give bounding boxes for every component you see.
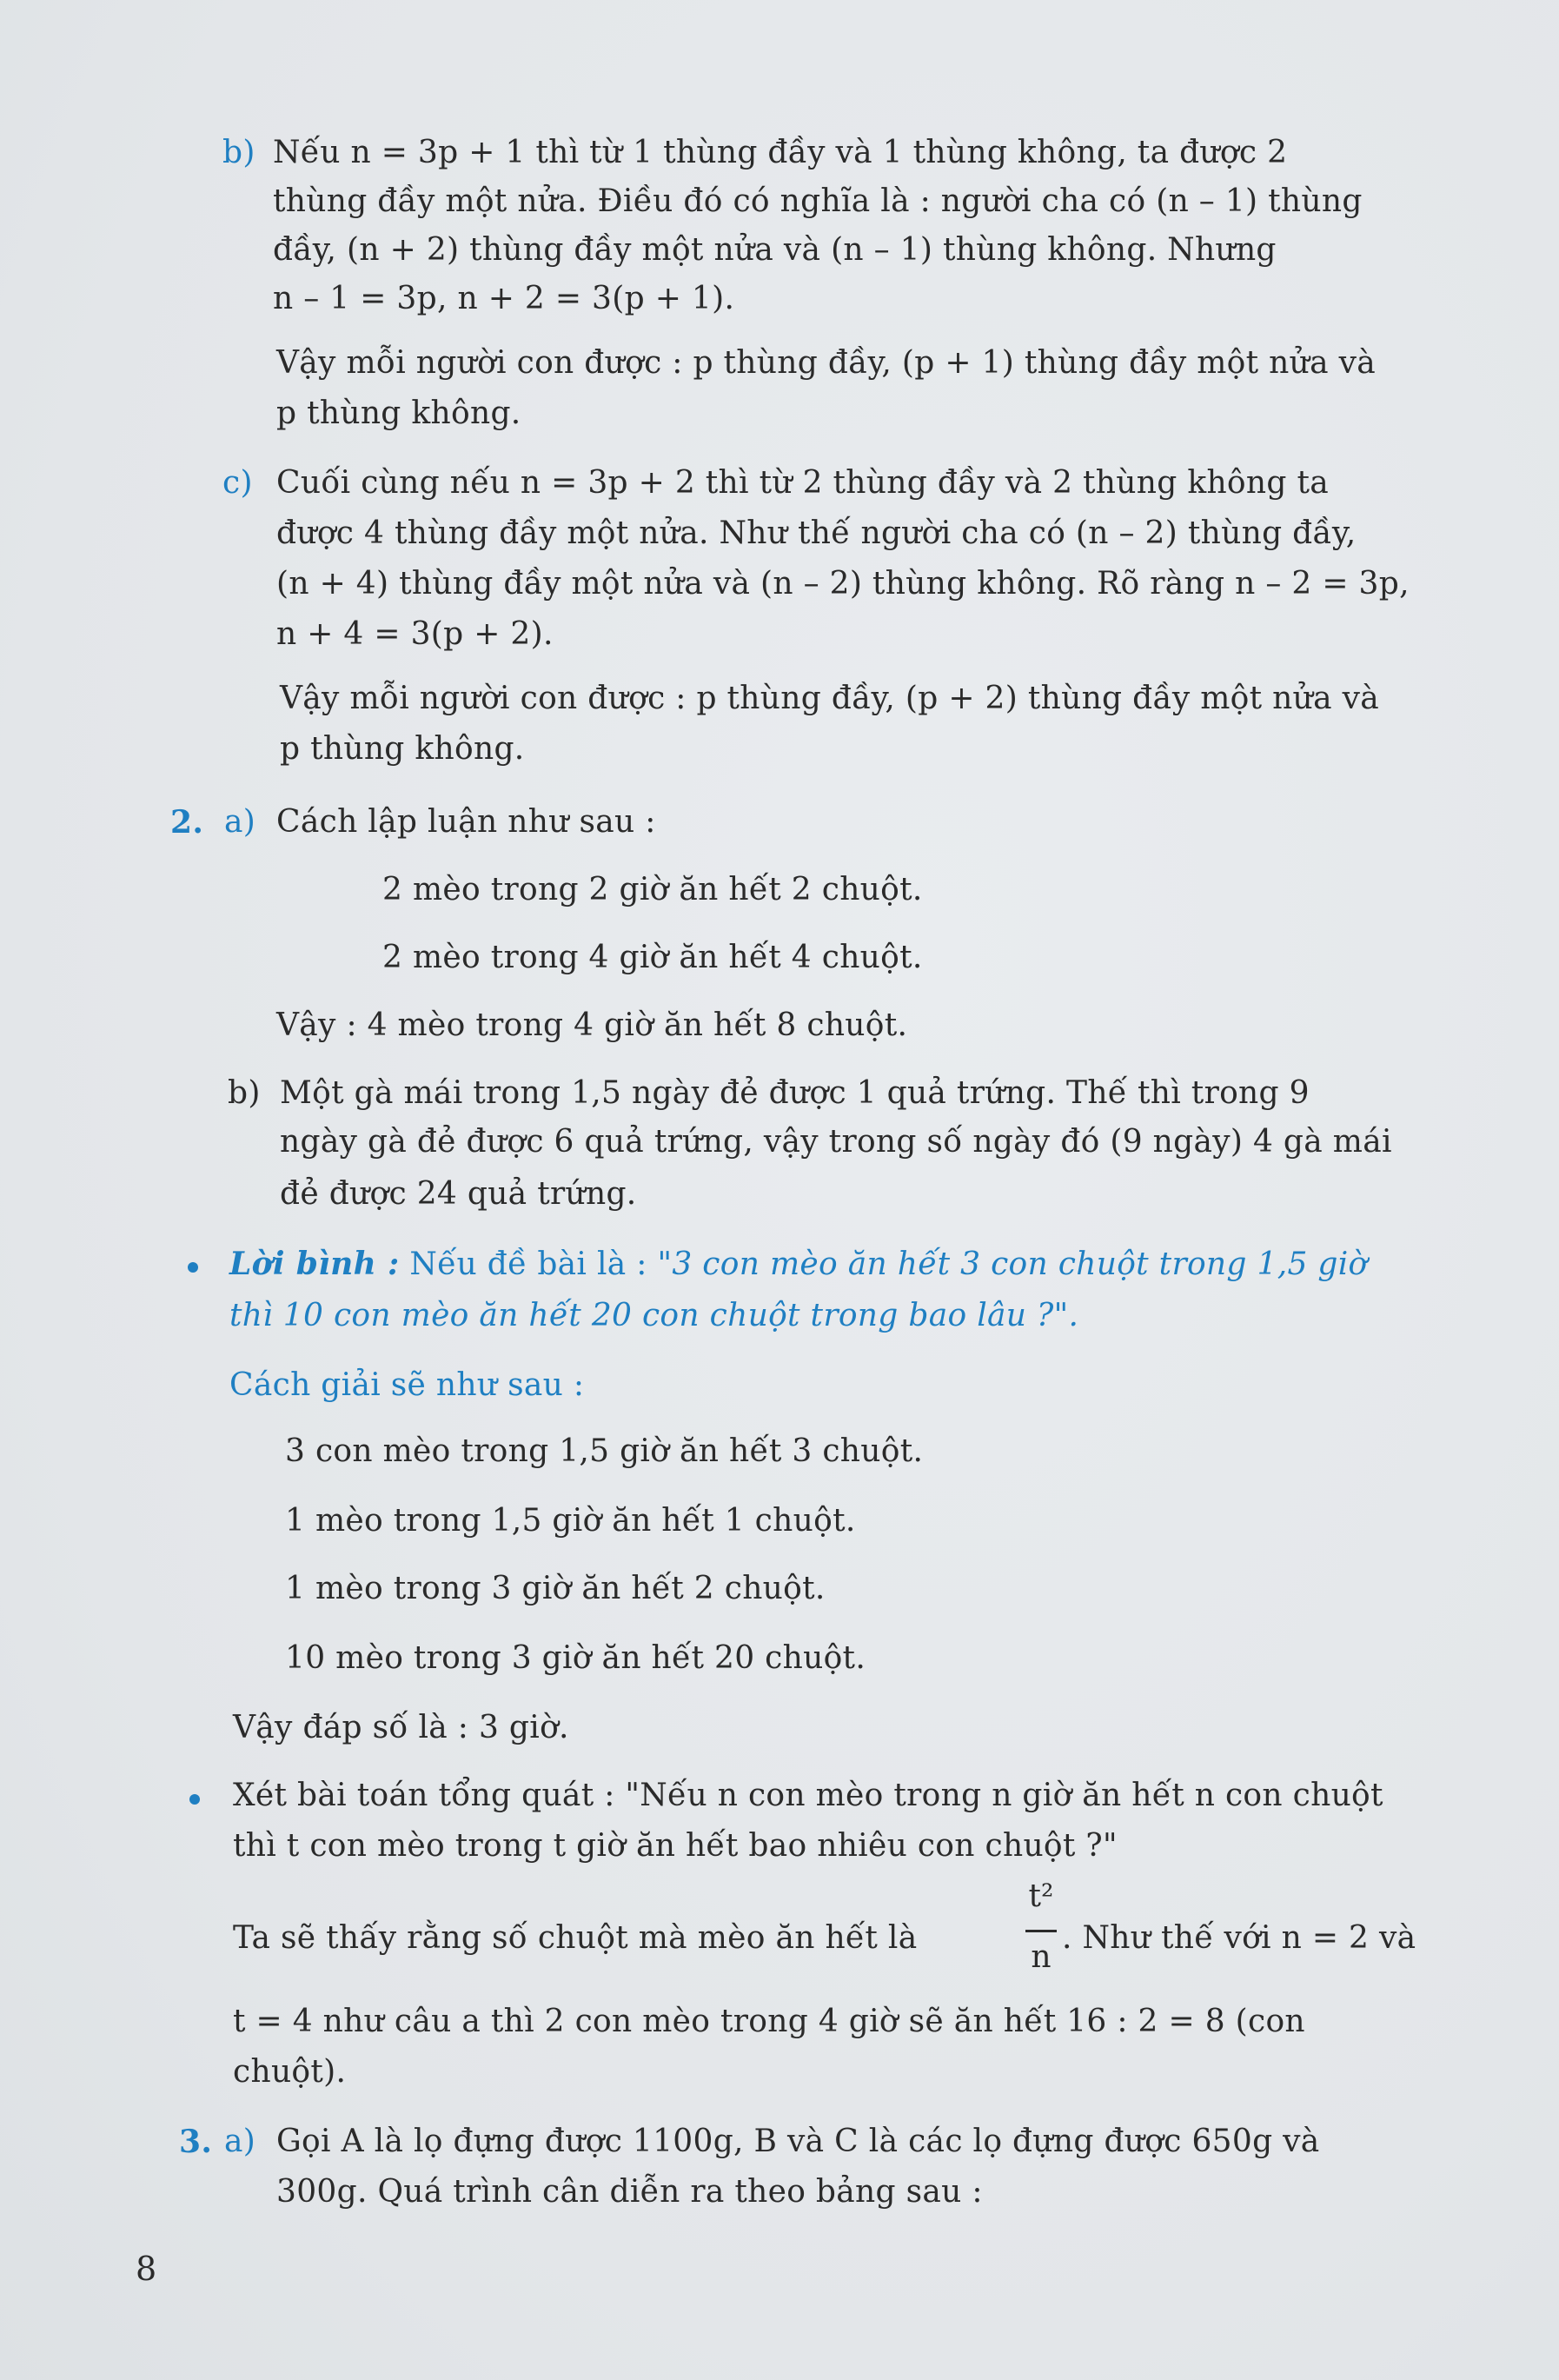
step-line: 10 mèo trong 3 giờ ăn hết 20 chuột. <box>285 1640 866 1676</box>
comment-line <box>229 1243 1368 1286</box>
fraction-bar <box>1025 1930 1057 1932</box>
page-number: 8 <box>136 2250 157 2288</box>
paragraph-line: n + 4 = 3(p + 2). <box>276 616 554 652</box>
paragraph-line: n – 1 = 3p, n + 2 = 3(p + 1). <box>273 281 735 316</box>
general-line: chuột). <box>233 2054 347 2090</box>
paragraph-line: ngày gà đẻ được 6 quả trứng, vậy trong số ngày đó (9 ngày) 4 gà mái <box>280 1124 1392 1160</box>
general-line: t = 4 như câu a thì 2 con mèo trong 4 giờ sẽ ăn hết 16 : 2 = 8 (con <box>233 2004 1305 2039</box>
conclusion-line: p thùng không. <box>280 731 525 767</box>
item-label-3a: a) <box>224 2124 256 2159</box>
conclusion-line: p thùng không. <box>276 396 521 431</box>
step-line: 1 mèo trong 3 giờ ăn hết 2 chuột. <box>285 1571 826 1606</box>
answer-line: Vậy đáp số là : 3 giờ. <box>233 1710 569 1745</box>
item-label-2a: a) <box>224 804 256 840</box>
paragraph-line: được 4 thùng đầy một nửa. Như thế người cha có (n – 2) thùng đầy, <box>276 515 1357 551</box>
paragraph-line: (n + 4) thùng đầy một nửa và (n – 2) thùng không. Rõ ràng n – 2 = 3p, <box>276 566 1410 602</box>
result-line: Vậy : 4 mèo trong 4 giờ ăn hết 8 chuột. <box>276 1007 908 1043</box>
paragraph-line: Gọi A là lọ đựng được 1100g, B và C là các lọ đựng được 650g và <box>276 2124 1320 2159</box>
item-label-2b: b) <box>228 1075 261 1111</box>
paragraph-line: đầy, (n + 2) thùng đầy một nửa và (n – 1) thùng không. Nhưng <box>273 232 1277 268</box>
comment-intro: Nếu đề bài là : <box>409 1247 658 1282</box>
step-line: 2 mèo trong 2 giờ ăn hết 2 chuột. <box>382 872 923 907</box>
paragraph-line <box>273 132 1455 174</box>
comment-title: Lời bình : <box>229 1246 400 1282</box>
problem-number-3: 3. <box>179 2124 213 2160</box>
fraction-numerator: t² <box>1028 1878 1054 1914</box>
item-label-1b: b) <box>222 135 255 170</box>
bullet-icon <box>189 1794 200 1805</box>
general-line: thì t con mèo trong t giờ ăn hết bao nhiêu con chuột ?" <box>233 1828 1118 1864</box>
step-line: 2 mèo trong 4 giờ ăn hết 4 chuột. <box>382 940 923 975</box>
method-title: Cách giải sẽ như sau : <box>229 1367 585 1403</box>
text: Ta sẽ thấy rằng số chuột mà mèo ăn hết là <box>233 1920 918 1956</box>
item-label-1c: c) <box>222 465 253 501</box>
conclusion-line: Vậy mỗi người con được : p thùng đầy, (p + 1) thùng đầy một nửa và <box>276 345 1377 381</box>
general-line: Xét bài toán tổng quát : "Nếu n con mèo trong n giờ ăn hết n con chuột <box>233 1778 1383 1813</box>
bullet-icon <box>188 1262 198 1273</box>
paragraph-line: Một gà mái trong 1,5 ngày đẻ được 1 quả trứng. Thế thì trong 9 <box>280 1075 1310 1111</box>
text: Nếu n = 3p + 1 thì từ 1 thùng đầy và 1 thùng không, ta được 2 <box>273 135 1288 170</box>
problem-number-2: 2. <box>170 804 204 841</box>
paragraph-line: thùng đầy một nửa. Điều đó có nghĩa là : người cha có (n – 1) thùng <box>273 183 1363 219</box>
fraction-denominator: n <box>1031 1939 1051 1975</box>
paragraph-line: Cuối cùng nếu n = 3p + 2 thì từ 2 thùng đầy và 2 thùng không ta <box>276 465 1330 501</box>
paragraph-line: 300g. Quá trình cân diễn ra theo bảng sau : <box>276 2174 983 2210</box>
conclusion-line: Vậy mỗi người con được : p thùng đầy, (p + 2) thùng đầy một nửa và <box>280 681 1380 716</box>
text: . Như thế với n = 2 và <box>1062 1920 1416 1956</box>
general-line-with-fraction <box>233 1918 917 1959</box>
step-line: 1 mèo trong 1,5 giờ ăn hết 1 chuột. <box>285 1503 856 1539</box>
paragraph-line: đẻ được 24 quả trứng. <box>280 1176 637 1212</box>
comment-quote: "3 con mèo ăn hết 3 con chuột trong 1,5 giờ <box>657 1247 1368 1282</box>
step-line: 3 con mèo trong 1,5 giờ ăn hết 3 chuột. <box>285 1433 924 1469</box>
intro-line: Cách lập luận như sau : <box>276 804 656 840</box>
comment-quote-line: thì 10 con mèo ăn hết 20 con chuột trong bao lâu ?". <box>229 1298 1079 1333</box>
